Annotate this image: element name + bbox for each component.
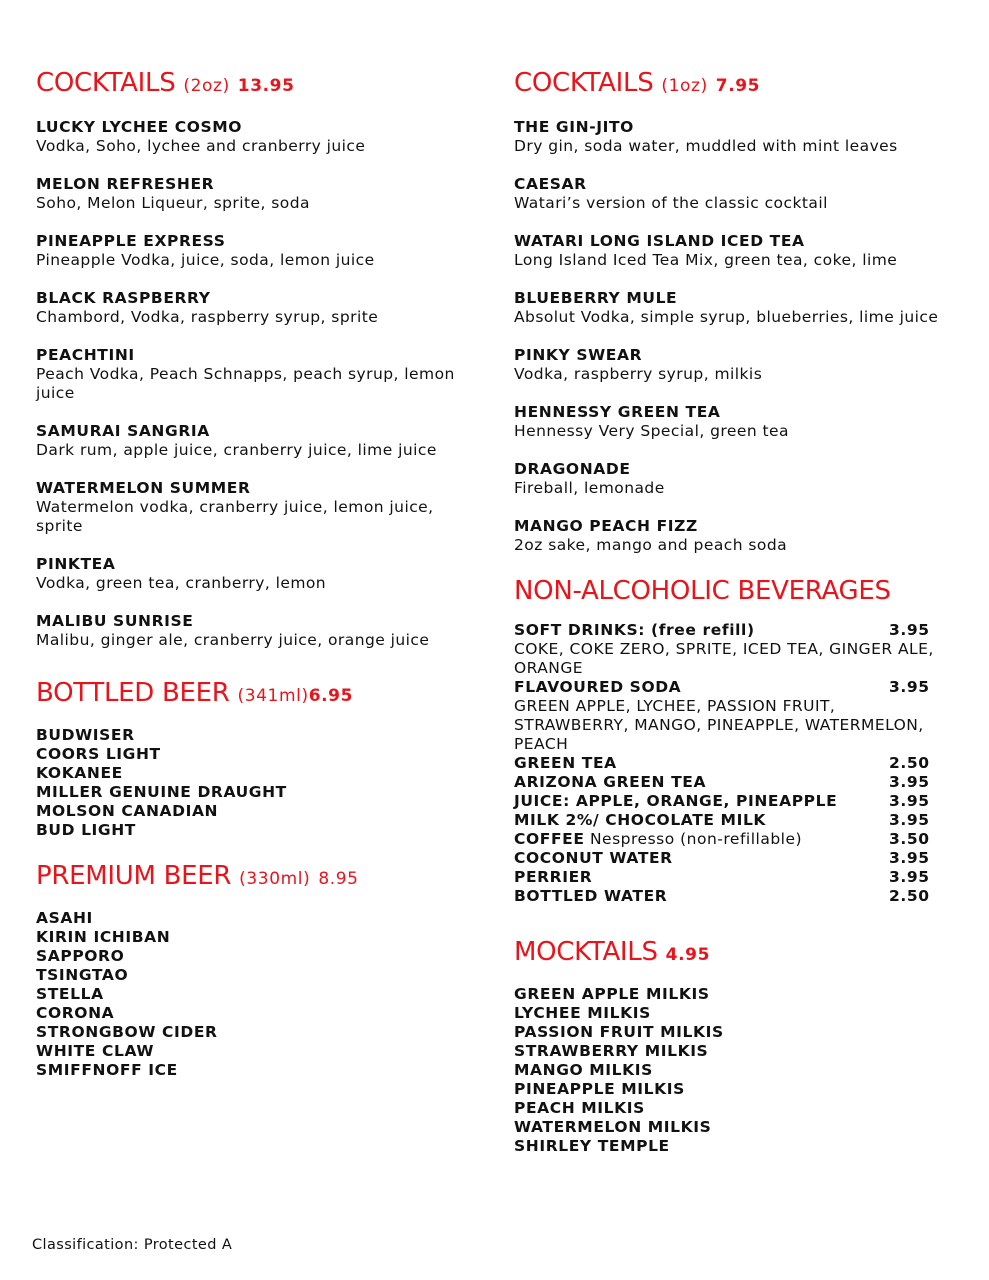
list-item: LYCHEE MILKIS — [514, 1004, 651, 1022]
item-description: Long Island Iced Tea Mix, green tea, coke, lime — [514, 251, 898, 269]
list-item: SHIRLEY TEMPLE — [514, 1137, 670, 1155]
item-note: Nespresso (non-refillable) — [589, 830, 803, 848]
item-description: Dry gin, soda water, muddled with mint leaves — [514, 137, 898, 155]
item-name: THE GIN-JITO — [514, 118, 634, 136]
list-item: GREEN APPLE MILKIS — [514, 985, 710, 1003]
list-item: PASSION FRUIT MILKIS — [514, 1023, 724, 1041]
item-description: COKE, COKE ZERO, SPRITE, ICED TEA, GINGER ALE, ORANGE — [514, 640, 934, 677]
list-item — [514, 175, 954, 213]
item-price: 3.95 — [889, 811, 930, 829]
section-title: MOCKTAILS — [514, 937, 658, 967]
item-name: MANGO PEACH FIZZ — [514, 517, 698, 535]
item-name: MALIBU SUNRISE — [36, 612, 194, 630]
list-item — [514, 811, 954, 830]
non-alcoholic-list — [514, 621, 954, 906]
item-description: Vodka, raspberry syrup, milkis — [514, 365, 763, 383]
premium-beer-list — [36, 909, 476, 1080]
list-item: WATERMELON MILKIS — [514, 1118, 712, 1136]
item-description: Peach Vodka, Peach Schnapps, peach syrup, lemon juice — [36, 365, 455, 402]
item-name: COFFEE — [514, 830, 585, 848]
non-alcoholic-section — [514, 574, 954, 906]
bottled-beer-heading — [36, 676, 476, 713]
list-item — [514, 232, 954, 270]
item-description: 2oz sake, mango and peach soda — [514, 536, 788, 554]
serving-size: (2oz) — [183, 76, 230, 96]
item-name: HENNESSY GREEN TEA — [514, 403, 721, 421]
item-description: GREEN APPLE, LYCHEE, PASSION FRUIT, STRAWBERRY, MANGO, PINEAPPLE, WATERMELON, PEACH — [514, 697, 924, 753]
list-item — [514, 887, 954, 906]
list-item — [514, 460, 954, 498]
premium-beer-section — [36, 859, 476, 1080]
item-description: Pineapple Vodka, juice, soda, lemon juice — [36, 251, 375, 269]
non-alcoholic-heading: NON-ALCOHOLIC BEVERAGES — [514, 576, 891, 606]
section-price: 8.95 — [318, 869, 359, 889]
list-item: MOLSON CANADIAN — [36, 802, 219, 820]
item-description: Vodka, Soho, lychee and cranberry juice — [36, 137, 366, 155]
item-name: FLAVOURED SODA — [514, 678, 682, 696]
mocktails-heading — [514, 935, 954, 972]
item-price: 3.95 — [889, 621, 930, 639]
item-description: Fireball, lemonade — [514, 479, 665, 497]
list-item — [514, 773, 954, 792]
item-name: BOTTLED WATER — [514, 887, 668, 905]
item-price: 3.95 — [889, 678, 930, 696]
list-item — [514, 403, 954, 441]
item-name: CAESAR — [514, 175, 587, 193]
item-description: Dark rum, apple juice, cranberry juice, lime juice — [36, 441, 437, 459]
list-item — [36, 479, 476, 536]
cocktails-1oz-list — [514, 118, 954, 555]
section-title: COCKTAILS — [36, 68, 176, 98]
section-price: 13.95 — [237, 76, 295, 96]
item-name: LUCKY LYCHEE COSMO — [36, 118, 243, 136]
list-item: PINEAPPLE MILKIS — [514, 1080, 685, 1098]
item-name: PINEAPPLE EXPRESS — [36, 232, 226, 250]
item-description: Malibu, ginger ale, cranberry juice, orange juice — [36, 631, 430, 649]
list-item — [36, 118, 476, 156]
list-item: COORS LIGHT — [36, 745, 161, 763]
item-description: Soho, Melon Liqueur, sprite, soda — [36, 194, 310, 212]
serving-size: (1oz) — [661, 76, 708, 96]
list-item — [36, 346, 476, 403]
item-name: PEACHTINI — [36, 346, 135, 364]
item-name: PINKTEA — [36, 555, 116, 573]
list-item — [514, 792, 954, 811]
section-price: 7.95 — [715, 76, 761, 96]
list-item — [514, 118, 954, 156]
list-item — [36, 555, 476, 593]
item-name: MILK 2%/ CHOCOLATE MILK — [514, 811, 767, 829]
item-price: 3.50 — [889, 830, 930, 848]
item-name: JUICE: APPLE, ORANGE, PINEAPPLE — [514, 792, 838, 810]
item-name: COCONUT WATER — [514, 849, 673, 867]
right-column — [514, 66, 954, 1156]
cocktails-1oz-section — [514, 66, 954, 555]
list-item: STRAWBERRY MILKIS — [514, 1042, 709, 1060]
list-item: KOKANEE — [36, 764, 123, 782]
list-item — [514, 849, 954, 868]
section-price: 6.95 — [308, 686, 354, 706]
item-name: WATARI LONG ISLAND ICED TEA — [514, 232, 805, 250]
item-description: Absolut Vodka, simple syrup, blueberries, lime juice — [514, 308, 939, 326]
list-item: BUDWISER — [36, 726, 135, 744]
item-description: Hennessy Very Special, green tea — [514, 422, 789, 440]
item-price: 3.95 — [889, 773, 930, 791]
item-name: GREEN TEA — [514, 754, 617, 772]
item-description: Chambord, Vodka, raspberry syrup, sprite — [36, 308, 379, 326]
list-item — [514, 346, 954, 384]
list-item: WHITE CLAW — [36, 1042, 155, 1060]
list-item — [514, 621, 954, 640]
list-item: BUD LIGHT — [36, 821, 136, 839]
section-title: PREMIUM BEER — [36, 861, 232, 891]
list-item — [514, 754, 954, 773]
list-item — [514, 289, 954, 327]
cocktails-2oz-section — [36, 66, 476, 650]
list-item: MANGO MILKIS — [514, 1061, 653, 1079]
classification-footer: Classification: Protected A — [32, 1237, 233, 1253]
list-item: SAPPORO — [36, 947, 125, 965]
list-item — [514, 678, 954, 697]
left-column — [36, 66, 476, 1080]
item-description: Watermelon vodka, cranberry juice, lemon juice, sprite — [36, 498, 434, 535]
list-item: ASAHI — [36, 909, 93, 927]
item-name: BLACK RASPBERRY — [36, 289, 211, 307]
cocktails-2oz-list — [36, 118, 476, 650]
section-price: 4.95 — [665, 945, 711, 965]
list-item: TSINGTAO — [36, 966, 129, 984]
list-item: KIRIN ICHIBAN — [36, 928, 171, 946]
item-name: WATERMELON SUMMER — [36, 479, 251, 497]
list-item — [36, 175, 476, 213]
list-item: SMIFFNOFF ICE — [36, 1061, 178, 1079]
list-item: STELLA — [36, 985, 104, 1003]
cocktails-2oz-heading — [36, 66, 476, 103]
item-price: 2.50 — [889, 887, 930, 905]
serving-size: (341ml) — [237, 686, 309, 706]
serving-size: (330ml) — [239, 869, 311, 889]
list-item: PEACH MILKIS — [514, 1099, 645, 1117]
list-item — [514, 517, 954, 555]
item-name: PERRIER — [514, 868, 593, 886]
section-title: COCKTAILS — [514, 68, 654, 98]
list-item: MILLER GENUINE DRAUGHT — [36, 783, 287, 801]
list-item — [36, 612, 476, 650]
item-name: SAMURAI SANGRIA — [36, 422, 210, 440]
item-description: Watari’s version of the classic cocktail — [514, 194, 828, 212]
item-description: Vodka, green tea, cranberry, lemon — [36, 574, 327, 592]
section-title: BOTTLED BEER — [36, 678, 230, 708]
item-name: DRAGONADE — [514, 460, 631, 478]
list-item — [36, 232, 476, 270]
item-name: PINKY SWEAR — [514, 346, 643, 364]
list-item — [36, 289, 476, 327]
list-item: STRONGBOW CIDER — [36, 1023, 218, 1041]
cocktails-1oz-heading — [514, 66, 954, 103]
list-item: CORONA — [36, 1004, 115, 1022]
premium-beer-heading — [36, 859, 476, 896]
item-name: MELON REFRESHER — [36, 175, 215, 193]
item-price: 2.50 — [889, 754, 930, 772]
item-price: 3.95 — [889, 792, 930, 810]
list-item — [514, 830, 954, 849]
bottled-beer-list — [36, 726, 476, 840]
item-price: 3.95 — [889, 868, 930, 886]
bottled-beer-section — [36, 676, 476, 840]
item-name: BLUEBERRY MULE — [514, 289, 678, 307]
item-price: 3.95 — [889, 849, 930, 867]
list-item — [514, 868, 954, 887]
mocktails-list — [514, 985, 954, 1156]
item-name: SOFT DRINKS: (free refill) — [514, 621, 755, 639]
mocktails-section — [514, 935, 954, 1156]
list-item — [36, 422, 476, 460]
item-name: ARIZONA GREEN TEA — [514, 773, 707, 791]
